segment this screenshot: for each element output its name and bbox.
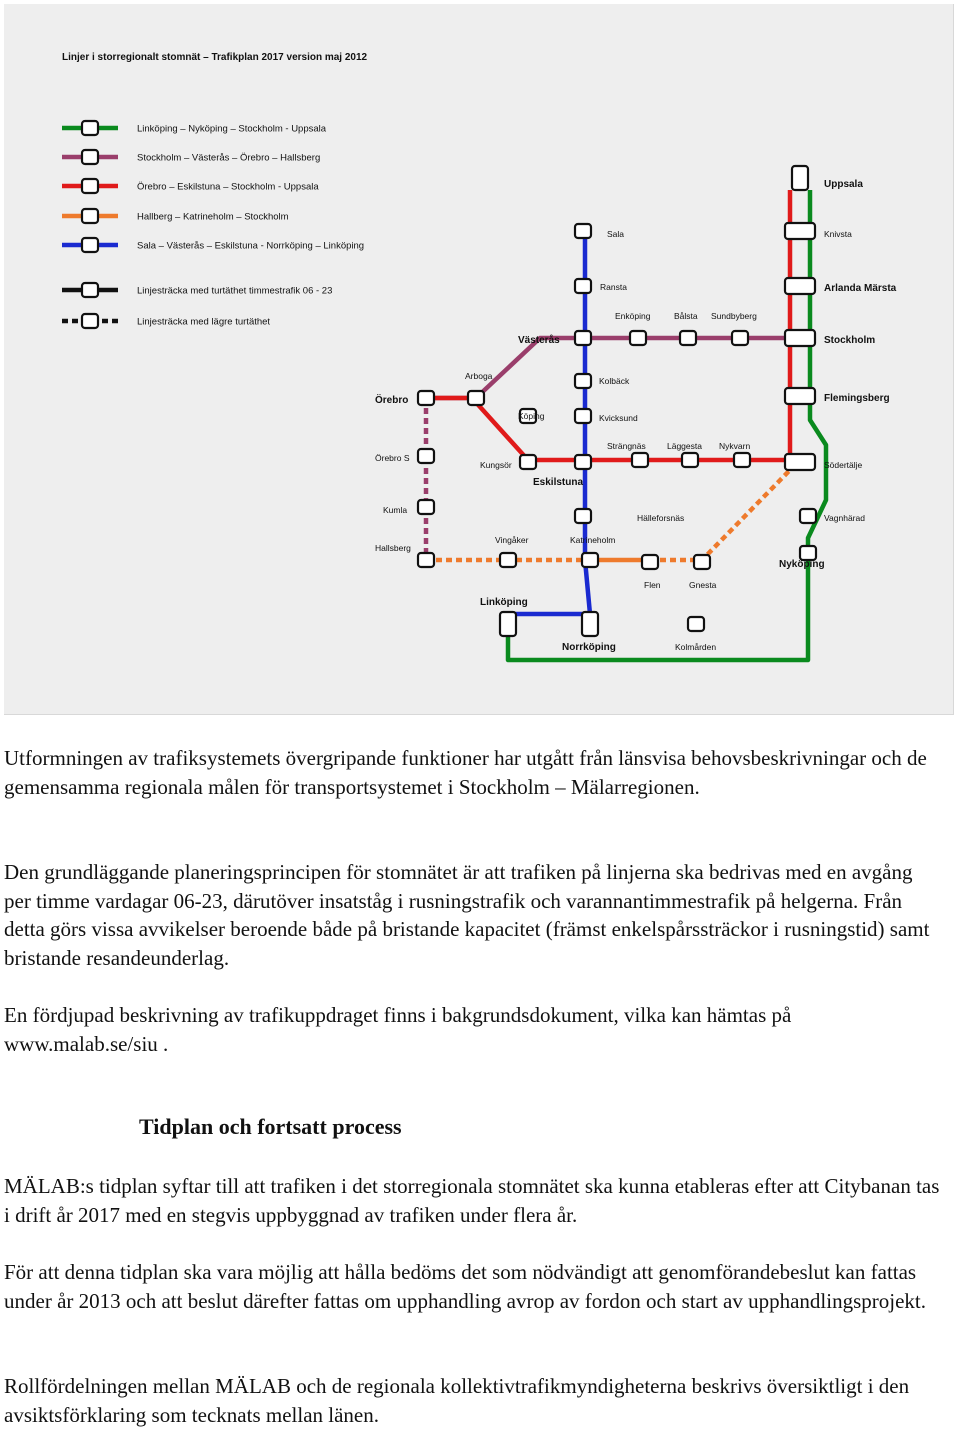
label-strangnas: Strängnäs <box>607 441 646 451</box>
legend-label-solid: Linjesträcka med turtäthet timmestrafik 06 - 23 <box>137 285 333 297</box>
label-kolmarden: Kolmården <box>675 642 717 652</box>
line-purple <box>426 338 798 398</box>
paragraph-principle: Den grundläggande planeringsprincipen för stomnätet är att trafiken på linjerna ska bedrivas med en avgång per timme vardagar 06-23, därutöver insatståg i rusningstrafik och varannantimmestrafik på helgerna. Från detta görs vissa avvikelser beroende både på bristande kapacitet (främst enkelspårssträckor i rusningstid) samt bristande resandeunderlag. <box>4 860 930 970</box>
station-nykvarn <box>734 453 750 467</box>
label-ransta: Ransta <box>600 282 627 292</box>
station-arlanda <box>785 278 815 294</box>
station-enkoping <box>630 331 646 345</box>
station-flen <box>642 555 658 569</box>
station-hallsberg <box>418 553 434 567</box>
legend-label-red: Örebro – Eskilstuna – Stockholm - Uppsala <box>137 181 319 193</box>
station-knivsta <box>785 223 815 239</box>
label-orebro: Örebro <box>375 395 409 406</box>
paragraph-reference: En fördjupad beskrivning av trafikuppdraget finns i bakgrundsdokument, vilka kan hämtas på www.malab.se/siu . <box>4 1003 792 1056</box>
label-nykvarn: Nykvarn <box>719 441 751 451</box>
label-kungsor: Kungsör <box>480 460 512 470</box>
label-knivsta: Knivsta <box>824 229 852 239</box>
station-linkoping <box>500 612 516 636</box>
station-vingaker <box>500 553 516 567</box>
paragraph-timeline: MÄLAB:s tidplan syftar till att trafiken i det storregionala stomnätet ska kunna etableras efter att Citybanan tas i drift år 2017 med en stegvis uppbyggnad av trafiken under flera år. <box>4 1174 940 1227</box>
legend-label-green: Linköping – Nyköping – Stockholm - Uppsala <box>137 123 327 135</box>
network-lines <box>426 190 826 660</box>
label-kvicksund: Kvicksund <box>599 413 638 423</box>
label-enkoping: Enköping <box>615 311 651 321</box>
station-vasteras <box>575 331 591 345</box>
line-orange-dotted <box>426 470 790 560</box>
label-hallsberg: Hallsberg <box>375 543 411 553</box>
paragraph-roles: Rollfördelningen mellan MÄLAB och de regionala kollektivtrafikmyndigheterna beskrivs översiktligt i den avsiktsförklaring som tecknats mellan länen. <box>4 1374 910 1427</box>
station-kumla <box>418 500 434 514</box>
station-sala <box>575 224 591 238</box>
station-ransta <box>575 279 591 293</box>
station-labels <box>375 179 897 653</box>
legend-label-purple: Stockholm – Västerås – Örebro – Hallsberg <box>137 152 321 164</box>
label-katrineholm: Katrineholm <box>570 535 616 545</box>
label-uppsala: Uppsala <box>824 179 863 190</box>
map-title: Linjer i storregionalt stomnät – Trafikplan 2017 version maj 2012 <box>62 52 368 63</box>
station-katrineholm <box>582 553 598 567</box>
station-halleforsnas <box>575 509 591 523</box>
legend-label-orange: Hallberg – Katrineholm – Stockholm <box>137 211 289 223</box>
station-eskilstuna <box>575 455 591 469</box>
label-laggesta: Läggesta <box>667 441 702 451</box>
station-gnesta <box>694 555 710 569</box>
label-sala: Sala <box>607 229 625 239</box>
label-orebro-s: Örebro S <box>375 453 410 463</box>
legend <box>62 121 364 328</box>
label-halleforsnas: Hälleforsnäs <box>637 513 685 523</box>
station-sodertalje <box>785 454 815 470</box>
station-uppsala <box>792 166 808 190</box>
legend-label-blue: Sala – Västerås – Eskilstuna - Norrköping – Linköping <box>137 240 365 252</box>
station-norrkoping <box>582 612 598 636</box>
label-kolback: Kolbäck <box>599 376 630 386</box>
line-green <box>508 190 826 660</box>
label-koping: Köping <box>518 411 545 421</box>
paragraph-intro: Utformningen av trafiksystemets övergripande funktioner har utgått från länsvisa behovsbeskrivningar och de gemensamma regionala målen för transportsystemet i Stockholm – Mälarregionen. <box>4 746 927 799</box>
label-linkoping: Linköping <box>480 597 528 608</box>
station-stockholm <box>785 330 815 346</box>
label-vingaker: Vingåker <box>495 535 529 545</box>
label-stockholm: Stockholm <box>824 335 876 346</box>
label-nykoping: Nyköping <box>779 559 825 570</box>
station-kolmarden <box>688 617 704 631</box>
station-kvicksund <box>575 409 591 423</box>
station-strangnas <box>632 453 648 467</box>
label-flemingsberg: Flemingsberg <box>824 393 890 404</box>
station-orebro-s <box>418 449 434 463</box>
label-norrkoping: Norrköping <box>562 642 616 653</box>
station-vagnharad <box>800 509 816 523</box>
label-arboga: Arboga <box>465 371 493 381</box>
label-vagnharad: Vagnhärad <box>824 513 865 523</box>
station-nykoping <box>800 546 816 560</box>
label-flen: Flen <box>644 580 661 590</box>
paragraph-decisions: För att denna tidplan ska vara möjlig att hålla bedöms det som nödvändigt att genomförandebeslut kan fattas under år 2013 och att beslut därefter fattas om upphandling avrop av fordon och start av upphandlingsprojekt. <box>4 1260 926 1313</box>
legend-label-dotted: Linjesträcka med lägre turtäthet <box>137 316 271 328</box>
label-balsta: Bålsta <box>674 311 698 321</box>
label-gnesta: Gnesta <box>689 580 717 590</box>
label-sundbyberg: Sundbyberg <box>711 311 757 321</box>
station-sundbyberg <box>732 331 748 345</box>
station-balsta <box>680 331 696 345</box>
label-sodertalje: Södertälje <box>824 460 863 470</box>
label-arlanda: Arlanda Märsta <box>824 283 897 294</box>
section-heading: Tidplan och fortsatt process <box>139 1114 402 1139</box>
station-kolback <box>575 374 591 388</box>
label-kumla: Kumla <box>383 505 408 515</box>
station-orebro <box>418 391 434 405</box>
station-arboga <box>468 391 484 405</box>
station-laggesta <box>682 453 698 467</box>
station-flemingsberg <box>785 388 815 404</box>
label-eskilstuna: Eskilstuna <box>533 477 584 488</box>
station-kungsor <box>520 455 536 469</box>
label-vasteras: Västerås <box>518 335 560 346</box>
